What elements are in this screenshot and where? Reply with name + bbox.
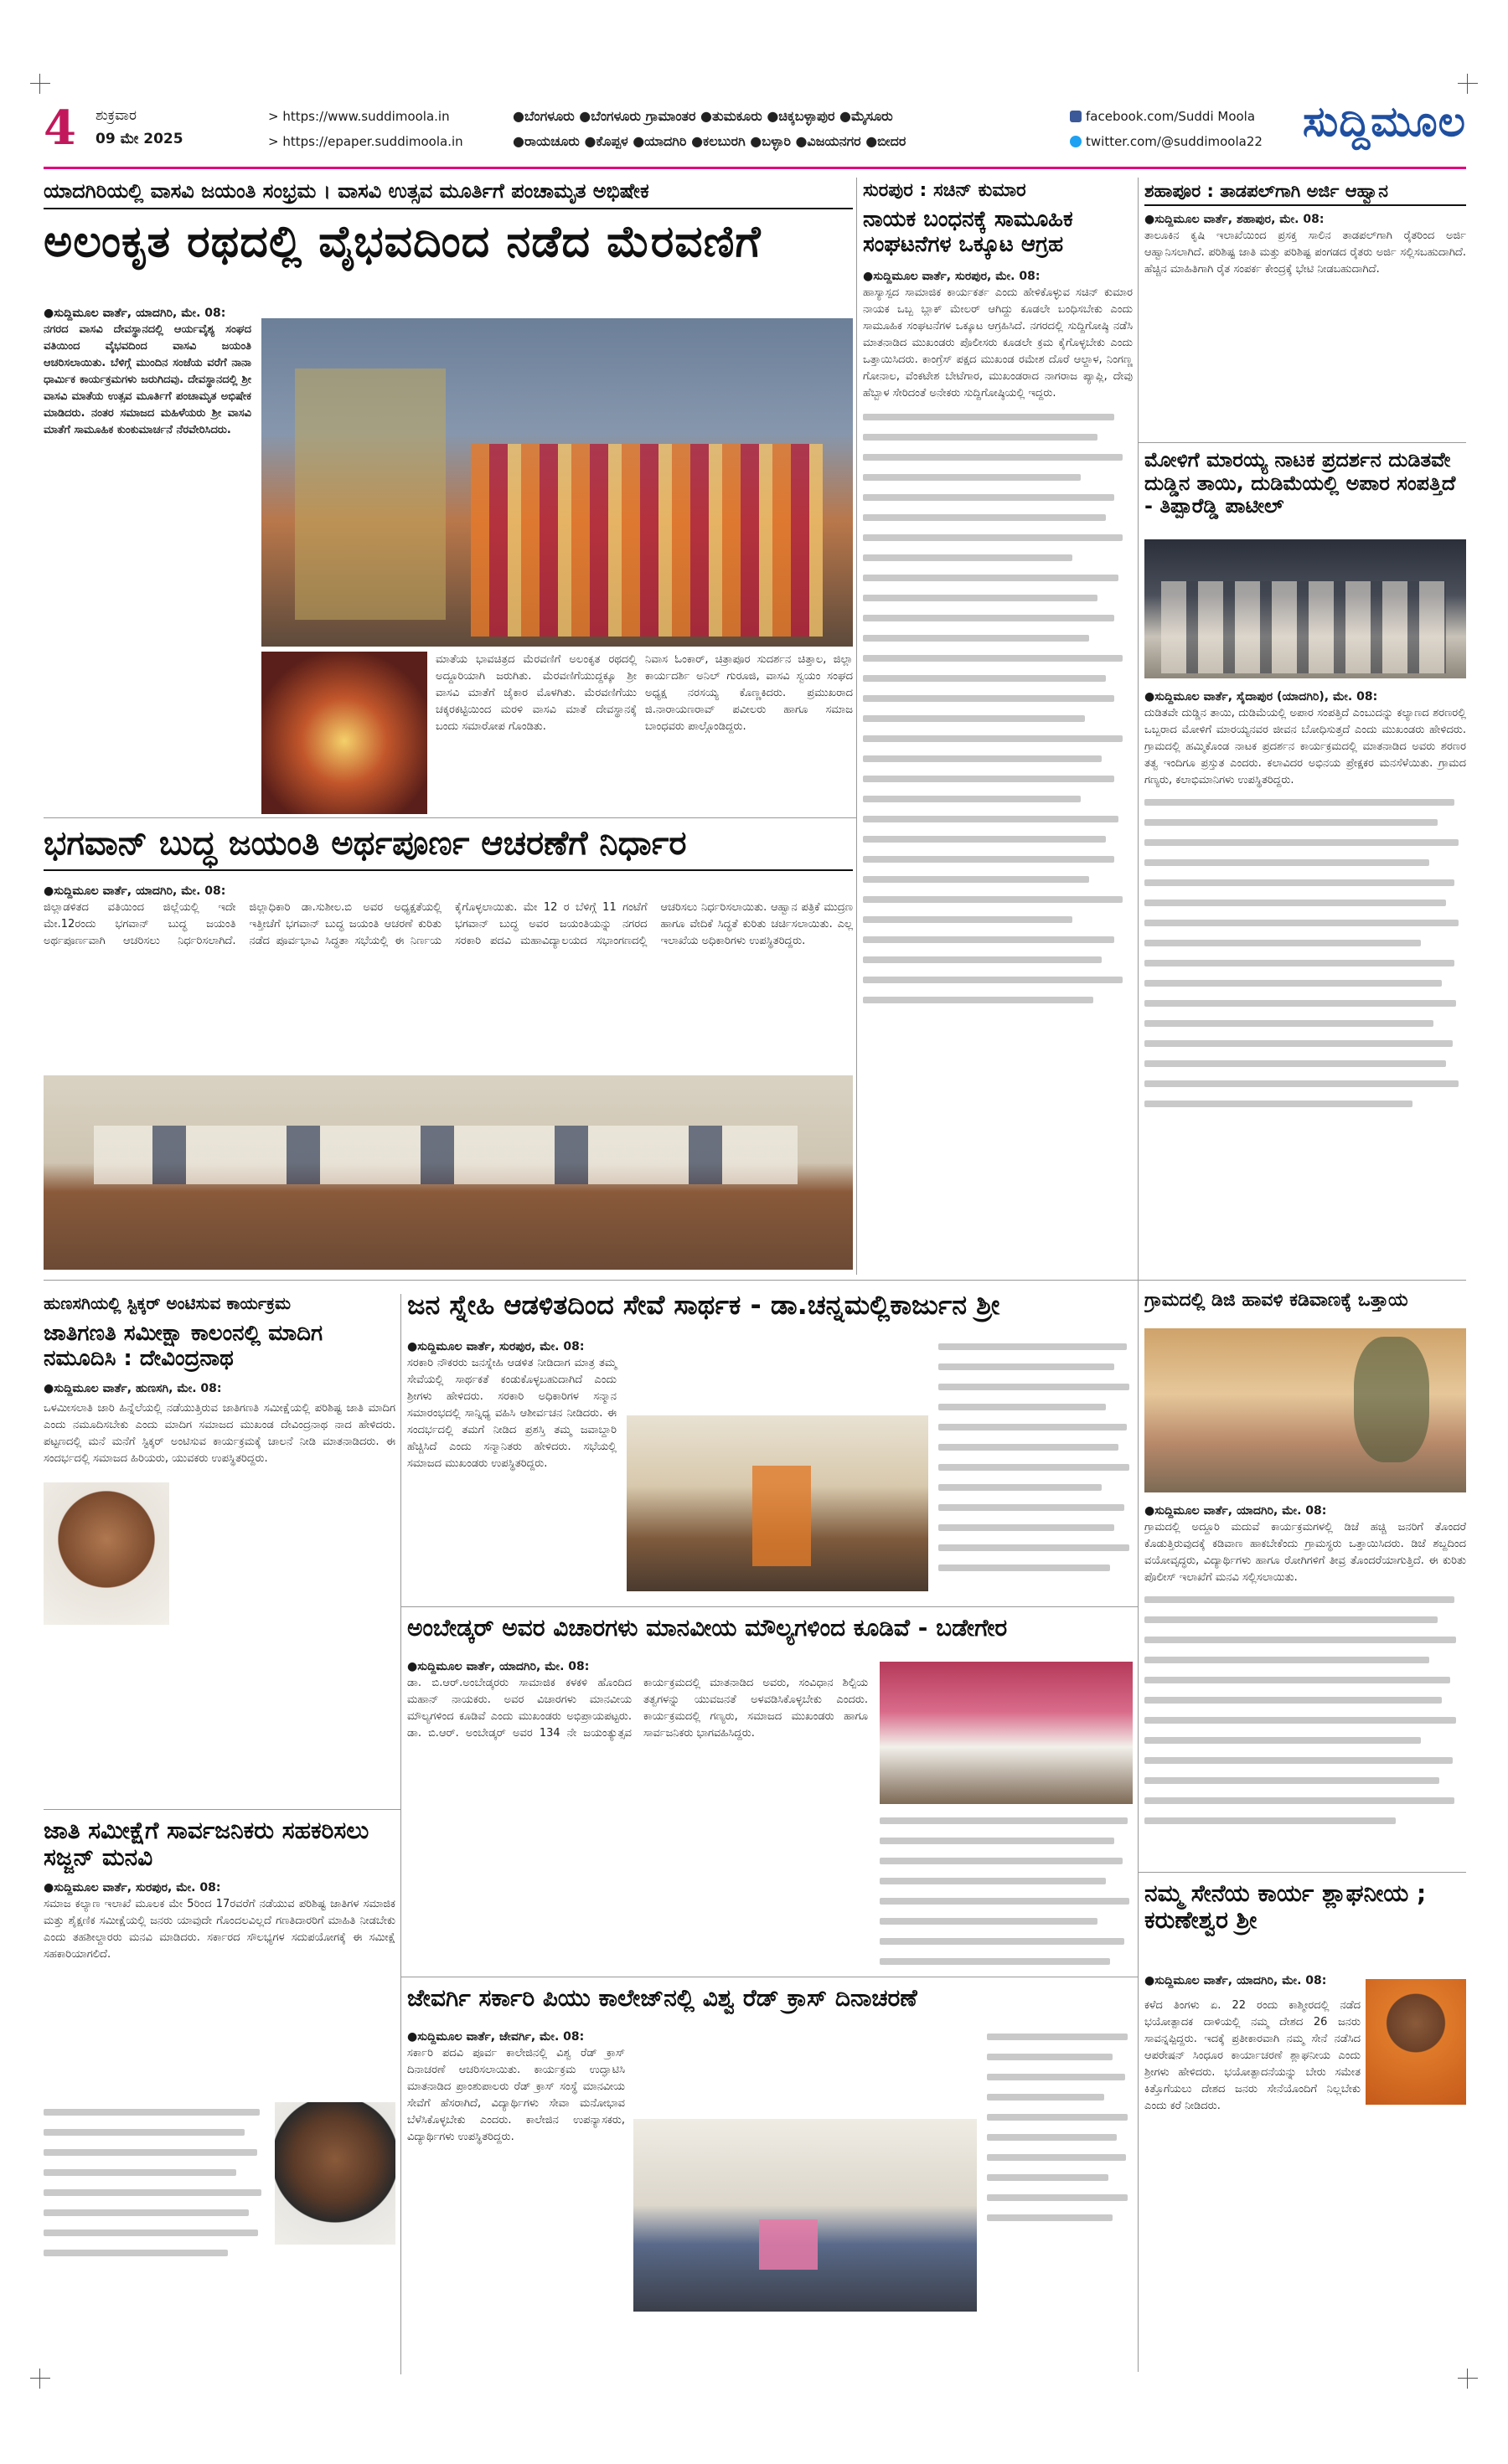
ambedkar-byline: ●ಸುದ್ದಿಮೂಲ ವಾರ್ತೆ, ಯಾದಗಿರಿ, ಮೇ. 08: (407, 1660, 590, 1673)
day-label: ಶುಕ್ರವಾರ (96, 107, 137, 124)
dj-byline: ●ಸುದ್ದಿಮೂಲ ವಾರ್ತೆ, ಯಾದಗಿರಿ, ಮೇ. 08: (1144, 1504, 1327, 1518)
date-label: 09 ಮೇ 2025 (96, 131, 183, 147)
army-body: ಕಳೆದ ತಿಂಗಳು ಏ. 22 ರಂದು ಕಾಶ್ಮೀರದಲ್ಲಿ ನಡೆದ ಭಯೋತ್ಪಾದಕ ದಾಳಿಯಲ್ಲಿ ನಮ್ಮ ದೇಶದ 26 ಜನರು ಸಾವನ್ನಪ್ಪಿದ್ದರು. ಇದಕ್ಕೆ ಪ್ರತೀಕಾರವಾಗಿ ನಮ್ಮ ಸೇನೆ ನಡೆಸಿದ ಆಪರೇಷನ್ ಸಿಂಧೂರ ಕಾರ್ಯಾಚರಣೆ ಶ್ಲಾಘನೀಯ ಎಂದು ಶ್ರೀಗಳು ಹೇಳಿದರು. ಭಯೋತ್ಪಾದನೆಯನ್ನು ಬೇರು ಸಮೇತ ಕಿತ್ತೊಗೆಯಲು ದೇಶದ ಜನರು ಸೇನೆಯೊಂದಿಗೆ ನಿಲ್ಲಬೇಕು ಎಂದು ಕರೆ ನೀಡಿದರು. (1144, 1999, 1361, 2112)
social-links (1070, 104, 1263, 154)
dj-menace-article (1144, 1290, 1466, 1868)
swamiji-portrait (1366, 1979, 1466, 2105)
buddha-headline: ಭಗವಾನ್ ಬುದ್ಧ ಜಯಂತಿ ಅರ್ಥಪೂರ್ಣ ಆಚರಣೆಗೆ ನಿರ್ಧಾರ (44, 824, 853, 871)
jana-snehi-article (407, 1290, 1133, 1601)
red-cross-body: ಸರ್ಕಾರಿ ಪದವಿ ಪೂರ್ವ ಕಾಲೇಜಿನಲ್ಲಿ ವಿಶ್ವ ರೆಡ್ ಕ್ರಾಸ್ ದಿನಾಚರಣೆ ಆಚರಿಸಲಾಯಿತು. ಕಾರ್ಯಕ್ರಮ ಉದ್ಘಾಟಿಸಿ ಮಾತನಾಡಿದ ಪ್ರಾಂಶುಪಾಲರು ರೆಡ್ ಕ್ರಾಸ್ ಸಂಸ್ಥೆ ಮಾನವೀಯ ಸೇವೆಗೆ ಹೆಸರಾಗಿದೆ, ವಿದ್ಯಾರ್ಥಿಗಳು ಸೇವಾ ಮನೋಭಾವ ಬೆಳೆಸಿಕೊಳ್ಳಬೇಕು ಎಂದರು. ಕಾಲೇಜಿನ ಉಪನ್ಯಾಸಕರು, ವಿದ್ಯಾರ್ಥಿಗಳು ಉಪಸ್ಥಿತರಿದ್ದರು. (407, 2047, 625, 2143)
column-rule (1138, 178, 1139, 2372)
masthead (44, 99, 1466, 169)
section-rule (44, 817, 856, 818)
caste-kicker: ಹುಣಸಗಿಯಲ್ಲಿ ಸ್ಟಿಕ್ಕರ್ ಅಂಟಿಸುವ ಕಾರ್ಯಕ್ರಮ (44, 1293, 292, 1313)
newspaper-logo: ಸುದ್ದಿಮೂಲ (1302, 97, 1466, 146)
section-rule (400, 1606, 1138, 1607)
army-praise-article (1144, 1880, 1466, 2372)
red-cross-photo (633, 2119, 977, 2312)
jana-snehi-headline: ಜನ ಸ್ನೇಹಿ ಆಡಳಿತದಿಂದ ಸೇವೆ ಸಾರ್ಥಕ - ಡಾ.ಚನ್ನಮಲ್ಲಿಕಾರ್ಜುನ ಶ್ರೀ (407, 1290, 1000, 1321)
lead-headline: ಅಲಂಕೃತ ರಥದಲ್ಲಿ ವೈಭವದಿಂದ ನಡೆದ ಮೆರವಣಿಗೆ (44, 217, 762, 267)
jana-snehi-col-3 (938, 1338, 1133, 1580)
army-headline: ನಮ್ಮ ಸೇನೆಯ ಕಾರ್ಯ ಶ್ಲಾಘನೀಯ ; ಕರುಣೇಶ್ವರ ಶ್ರೀ (1144, 1880, 1427, 1935)
drama-byline: ●ಸುದ್ದಿಮೂಲ ವಾರ್ತೆ, ಸೈದಾಪುರ (ಯಾದಗಿರಿ), ಮೇ. 08: (1144, 690, 1378, 704)
sajjan-portrait (275, 2102, 395, 2245)
twitter-row[interactable] (1070, 129, 1263, 154)
drama-article (1144, 449, 1466, 1275)
twitter-icon (1070, 136, 1082, 147)
dj-headline: ಗ್ರಾಮದಲ್ಲಿ ಡಿಜಿ ಹಾವಳಿ ಕಡಿವಾಣಕ್ಕೆ ಒತ್ತಾಯ (1144, 1290, 1408, 1311)
facebook-link[interactable]: facebook.com/Suddi Moola (1086, 109, 1256, 124)
section-rule (44, 1280, 1138, 1281)
crop-mark-top-left (30, 74, 50, 94)
drama-continued-text (1144, 794, 1466, 1116)
lead-article (44, 178, 853, 814)
column-rule (400, 1294, 401, 2374)
jana-snehi-body: ಸರಕಾರಿ ನೌಕರರು ಜನಸ್ನೇಹಿ ಆಡಳಿತ ನೀಡಿದಾಗ ಮಾತ್ರ ತಮ್ಮ ಸೇವೆಯಲ್ಲಿ ಸಾರ್ಥಕತೆ ಕಂಡುಕೊಳ್ಳಬಹುದಾಗಿದೆ ಎಂದು ಶ್ರೀಗಳು ಹೇಳಿದರು. ಸರಕಾರಿ ಅಧಿಕಾರಿಗಳ ಸನ್ಮಾನ ಸಮಾರಂಭದಲ್ಲಿ ಸಾನ್ನಿಧ್ಯ ವಹಿಸಿ ಆಶೀರ್ವಚನ ನೀಡಿದರು. ಈ ಸಂದರ್ಭದಲ್ಲಿ ತಮಗೆ ನೀಡಿದ ಪ್ರಶಸ್ತಿ ತಮ್ಮ ಜವಾಬ್ದಾರಿ ಹೆಚ್ಚಿಸಿದೆ ಎಂದು ಸನ್ಮಾನಿತರು ಹೇಳಿದರು. ಸಭೆಯಲ್ಲಿ ಸಮಾಜದ ಮುಖಂಡರು ಉಪಸ್ಥಿತರಿದ್ದರು. (407, 1357, 617, 1470)
lead-body-3: ನಿವಾಸ ಓಂಕಾರ್, ಚಿತ್ರಾಪೂರ ಸುದರ್ಶನ ಚಿತ್ತಾಲ, ಜಿಲ್ಲಾ ಕಾರ್ಯದರ್ಶಿ ಅನಿಲ್ ಗುರೂಜಿ, ವಾಸವಿ ಸ್ವಯಂ ಸಂಘದ ಅಧ್ಯಕ್ಷ ನರಸಯ್ಯ ಕೊಣ್ಣಕಿದರು. ಪ್ರಮುಖರಾದ ಜಿ.ನಾರಾಯಣರಾವ್ ಪವೀಲರು ಹಾಗೂ ಸಮಾಜ ಬಾಂಧವರು ಪಾಲ್ಗೊಂಡಿದ್ದರು. (645, 653, 853, 733)
drama-text (1144, 688, 1466, 1116)
ambedkar-headline: ಅಂಬೇಡ್ಕರ್ ಅವರ ವಿಚಾರಗಳು ಮಾನವೀಯ ಮೌಲ್ಯಗಳಿಂದ ಕೂಡಿವೆ - ಬಡೇಗೇರ (407, 1615, 1008, 1642)
red-cross-col-3 (987, 2028, 1133, 2229)
jana-snehi-byline: ●ಸುದ್ದಿಮೂಲ ವಾರ್ತೆ, ಸುರಪುರ, ಮೇ. 08: (407, 1340, 585, 1353)
twitter-link[interactable]: twitter.com/@suddimoola22 (1086, 134, 1263, 149)
surapura-continued-text (863, 409, 1133, 1012)
page-number: 4 (44, 101, 76, 156)
red-cross-byline: ●ಸುದ್ದಿಮೂಲ ವಾರ್ತೆ, ಜೇವರ್ಗಿ, ಮೇ. 08: (407, 2030, 585, 2044)
ambedkar-col-3 (880, 1812, 1133, 1973)
lead-col-3 (436, 652, 637, 735)
facebook-icon (1070, 111, 1082, 122)
jana-snehi-text (407, 1338, 617, 1472)
red-cross-article (407, 1985, 1133, 2372)
buddha-body: ಜಿಲ್ಲಾಡಳಿತದ ವತಿಯಿಂದ ಜಿಲ್ಲೆಯಲ್ಲಿ ಇದೇ ಮೇ.12ರಂದು ಭಗವಾನ್ ಬುದ್ಧ ಜಯಂತಿ ಅರ್ಥಪೂರ್ಣವಾಗಿ ಆಚರಿಸಲು ನಿರ್ಧರಿಸಲಾಗಿದೆ. ಜಿಲ್ಲಾಧಿಕಾರಿ ಡಾ.ಸುಶೀಲ.ಬಿ ಅವರ ಅಧ್ಯಕ್ಷತೆಯಲ್ಲಿ ಇತ್ತೀಚೆಗೆ ಭಗವಾನ್ ಬುದ್ಧ ಜಯಂತಿ ಆಚರಣೆ ಕುರಿತು ನಡೆದ ಪೂರ್ವಭಾವಿ ಸಿದ್ಧತಾ ಸಭೆಯಲ್ಲಿ ಈ ನಿರ್ಣಯ ಕೈಗೊಳ್ಳಲಾಯಿತು. ಮೇ 12 ರ ಬೆಳಿಗ್ಗೆ 11 ಗಂಟೆಗೆ ಭಗವಾನ್ ಬುದ್ಧ ಅವರ ಜಯಂತಿಯನ್ನು ನಗರದ ಸರಕಾರಿ ಪದವಿ ಮಹಾವಿದ್ಯಾಲಯದ ಸಭಾಂಗಣದಲ್ಲಿ ಆಚರಿಸಲು ನಿರ್ಧರಿಸಲಾಯಿತು. ಆಹ್ವಾನ ಪತ್ರಿಕೆ ಮುದ್ರಣ ಹಾಗೂ ವೇದಿಕೆ ಸಿದ್ಧತೆ ಕುರಿತು ಚರ್ಚಿಸಲಾಯಿತು. ಎಲ್ಲ ಇಲಾಖೆಯ ಅಧಿಕಾರಿಗಳು ಉಪಸ್ಥಿತರಿದ್ದರು. (44, 901, 853, 947)
lead-col-4 (645, 652, 853, 735)
sajjan-headline: ಜಾತಿ ಸಮೀಕ್ಷೆಗೆ ಸಾರ್ವಜನಿಕರು ಸಹಕರಿಸಲು ಸಜ್ಜನ್ ಮನವಿ (44, 1817, 369, 1872)
date-block (96, 104, 183, 151)
sajjan-article (44, 1817, 395, 2372)
shahapur-body: ತಾಲೂಕಿನ ಕೃಷಿ ಇಲಾಖೆಯಿಂದ ಪ್ರಸಕ್ತ ಸಾಲಿನ ತಾಡಪಲ್‌ಗಾಗಿ ರೈತರಿಂದ ಅರ್ಜಿ ಆಹ್ವಾನಿಸಲಾಗಿದೆ. ಪರಿಶಿಷ್ಟ ಜಾತಿ ಮತ್ತು ಪರಿಶಿಷ್ಟ ಪಂಗಡದ ರೈತರು ಅರ್ಜಿ ಸಲ್ಲಿಸಬಹುದಾಗಿದೆ. ಹೆಚ್ಚಿನ ಮಾಹಿತಿಗಾಗಿ ರೈತ ಸಂಪರ್ಕ ಕೇಂದ್ರಕ್ಕೆ ಭೇಟಿ ನೀಡಬಹುದಾಗಿದೆ. (1144, 229, 1466, 276)
website-links (268, 104, 463, 154)
section-rule (44, 1809, 400, 1810)
epaper-link[interactable]: > https://epaper.suddimoola.in (268, 134, 463, 149)
crop-mark-top-right (1458, 74, 1478, 94)
felicitation-photo (627, 1415, 928, 1591)
surapura-article (863, 178, 1133, 1275)
ambedkar-article (407, 1615, 1133, 1973)
caste-body: ಒಳಮೀಸಲಾತಿ ಜಾರಿ ಹಿನ್ನೆಲೆಯಲ್ಲಿ ನಡೆಯುತ್ತಿರುವ ಜಾತಿಗಣತಿ ಸಮೀಕ್ಷೆಯಲ್ಲಿ ಪರಿಶಿಷ್ಟ ಜಾತಿ ಮಾದಿಗ ಎಂದು ನಮೂದಿಸಬೇಕು ಎಂದು ಮಾದಿಗ ಸಮಾಜದ ಮುಖಂಡ ದೇವಿಂದ್ರನಾಥ ನಾದ ಹೇಳಿದರು. ಪಟ್ಟಣದಲ್ಲಿ ಮನೆ ಮನೆಗೆ ಸ್ಟಿಕ್ಕರ್ ಅಂಟಿಸುವ ಕಾರ್ಯಕ್ರಮಕ್ಕೆ ಚಾಲನೆ ನೀಡಿ ಮಾತನಾಡಿದರು. ಈ ಸಂದರ್ಭದಲ್ಲಿ ಸಮಾಜದ ಹಿರಿಯರು, ಯುವಕರು ಉಪಸ್ಥಿತರಿದ್ದರು. (44, 1401, 395, 1465)
deity-photo (261, 652, 427, 814)
dj-body: ಗ್ರಾಮದಲ್ಲಿ ಅದ್ದೂರಿ ಮದುವೆ ಕಾರ್ಯಕ್ರಮಗಳಲ್ಲಿ ಡಿಜೆ ಹಚ್ಚಿ ಜನರಿಗೆ ತೊಂದರೆ ಕೊಡುತ್ತಿರುವುದಕ್ಕೆ ಕಡಿವಾಣ ಹಾಕಬೇಕೆಂದು ಗ್ರಾಮಸ್ಥರು ಒತ್ತಾಯಿಸಿದರು. ಡಿಜೆ ಶಬ್ದದಿಂದ ವಯೋವೃದ್ಧರು, ವಿದ್ಯಾರ್ಥಿಗಳು ಹಾಗೂ ರೋಗಿಗಳಿಗೆ ತೀವ್ರ ತೊಂದರೆಯಾಗುತ್ತಿದೆ. ಈ ಕುರಿತು ಪೊಲೀಸ್ ಇಲಾಖೆಗೆ ಮನವಿ ಸಲ್ಲಿಸಲಾಯಿತು. (1144, 1521, 1466, 1584)
website-link[interactable]: > https://www.suddimoola.in (268, 109, 450, 124)
ambedkar-text (407, 1658, 868, 1742)
ambedkar-body: ಡಾ. ಬಿ.ಆರ್.ಅಂಬೇಡ್ಕರರು ಸಾಮಾಜಿಕ ಕಳಕಳಿ ಹೊಂದಿದ ಮಹಾನ್ ನಾಯಕರು. ಅವರ ವಿಚಾರಗಳು ಮಾನವೀಯ ಮೌಲ್ಯಗಳಿಂದ ಕೂಡಿವೆ ಎಂದು ಮುಖಂಡರು ಅಭಿಪ್ರಾಯಪಟ್ಟರು. ಡಾ. ಬಿ.ಆರ್. ಅಂಬೇಡ್ಕರ್ ಅವರ 134 ನೇ ಜಯಂತ್ಯುತ್ಸವ ಕಾರ್ಯಕ್ರಮದಲ್ಲಿ ಮಾತನಾಡಿದ ಅವರು, ಸಂವಿಧಾನ ಶಿಲ್ಪಿಯ ತತ್ವಗಳನ್ನು ಯುವಜನತೆ ಅಳವಡಿಸಿಕೊಳ್ಳಬೇಕು ಎಂದರು. ಕಾರ್ಯಕ್ರಮದಲ್ಲಿ ಗಣ್ಯರು, ಸಮಾಜದ ಮುಖಂಡರು ಹಾಗೂ ಸಾರ್ವಜನಿಕರು ಭಾಗವಹಿಸಿದ್ದರು. (407, 1677, 868, 1740)
surapura-headline: ನಾಯಕ ಬಂಧನಕ್ಕೆ ಸಾಮೂಹಿಕ ಸಂಘಟನೆಗಳ ಒಕ್ಕೂಟ ಆಗ್ರಹ (863, 207, 1073, 257)
red-cross-text (407, 2028, 625, 2146)
drama-headline: ಮೋಳಿಗೆ ಮಾರಯ್ಯ ನಾಟಕ ಪ್ರದರ್ಶನ ದುಡಿತವೇ ದುಡ್ಡಿನ ತಾಯಿ, ದುಡಿಮೆಯಲ್ಲಿ ಅಪಾರ ಸಂಪತ್ತಿದೆ - ತಿಪ್ಪಾರೆಡ್ಡಿ ಪಾಟೀಲ್ (1144, 449, 1456, 518)
edition-cities (513, 104, 906, 154)
surapura-body: ಹಾಸ್ಯಾಸ್ಪದ ಸಾಮಾಜಿಕ ಕಾರ್ಯಕರ್ತ ಎಂದು ಹೇಳಿಕೊಳ್ಳುವ ಸಚಿನ್ ಕುಮಾರ ನಾಯಕ ಒಬ್ಬ ಬ್ಲಾಕ್ ಮೇಲರ್ ಆಗಿದ್ದು ಕೂಡಲೇ ಬಂಧಿಸಬೇಕು ಎಂದು ಸಾಮೂಹಿಕ ಸಂಘಟನೆಗಳ ಒಕ್ಕೂಟ ಆಗ್ರಹಿಸಿದೆ. ನಗರದಲ್ಲಿ ಸುದ್ದಿಗೋಷ್ಠಿ ನಡೆಸಿ ಮಾತನಾಡಿದ ಮುಖಂಡರು ಪೊಲೀಸರು ಕೂಡಲೇ ಕ್ರಮ ಕೈಗೊಳ್ಳಬೇಕು ಎಂದು ಒತ್ತಾಯಿಸಿದರು. ಕಾಂಗ್ರೆಸ್ ಪಕ್ಷದ ಮುಖಂಡ ರಮೇಶ ದೊರೆ ಆಲ್ದಾಳ, ನಿಂಗಣ್ಣ ಗೋನಾಲ, ವೆಂಕಟೇಶ ಬೇಟೆಗಾರ, ಮುಖಂಡರಾದ ನಾಗರಾಜ ಪ್ಯಾಪ್ಲಿ, ದೇವು ಹೆಬ್ಬಾಳ ಸೇರಿದಂತೆ ಅನೇಕರು ಸುದ್ದಿಗೋಷ್ಠಿಯಲ್ಲಿ ಇದ್ದರು. (863, 286, 1133, 399)
ambedkar-event-photo (880, 1662, 1133, 1804)
buddha-text (44, 883, 853, 1075)
facebook-row[interactable] (1070, 104, 1263, 129)
section-rule (1138, 1872, 1466, 1873)
lead-byline: ●ಸುದ್ದಿಮೂಲ ವಾರ್ತೆ, ಯಾದಗಿರಿ, ಮೇ. 08: (44, 307, 226, 320)
shahapur-article (1144, 178, 1466, 437)
caste-byline: ●ಸುದ್ದಿಮೂಲ ವಾರ್ತೆ, ಹುಣಸಗಿ, ಮೇ. 08: (44, 1381, 222, 1395)
shahapur-kicker: ಶಹಾಪೂರ : ತಾಡಪಲ್‌ಗಾಗಿ ಅರ್ಜಿ ಆಹ್ವಾನ (1144, 178, 1466, 206)
caste-headline: ಜಾತಿಗಣತಿ ಸಮೀಕ್ಷಾ ಕಾಲಂನಲ್ಲಿ ಮಾದಿಗ ನಮೂದಿಸಿ : ದೇವಿಂದ್ರನಾಥ (44, 1321, 323, 1371)
buddha-meeting-photo (44, 1075, 853, 1270)
dj-text (1144, 1503, 1466, 1833)
villagers-photo (1144, 1328, 1466, 1492)
cities-line-1: ●ಬೆಂಗಳೂರು ●ಬೆಂಗಳೂರು ಗ್ರಾಮಾಂತರ ●ತುಮಕೂರು ●ಚಿಕ್ಕಬಳ್ಳಾಪುರ ●ಮೈಸೂರು (513, 108, 893, 124)
column-rule (856, 178, 857, 1275)
red-cross-headline: ಜೇವರ್ಗಿ ಸರ್ಕಾರಿ ಪಿಯು ಕಾಲೇಜ್‌ನಲ್ಲಿ ವಿಶ್ವ ರೆಡ್ ಕ್ರಾಸ್ ದಿನಾಚರಣೆ (407, 1985, 917, 2012)
procession-photo (261, 318, 853, 647)
buddha-article (44, 824, 853, 1276)
dj-continued-text (1144, 1591, 1466, 1833)
sajjan-byline: ●ಸುದ್ದಿಮೂಲ ವಾರ್ತೆ, ಸುರಪುರ, ಮೇ. 08: (44, 1881, 221, 1895)
drama-photo (1144, 539, 1466, 678)
lead-kicker: ಯಾದಗಿರಿಯಲ್ಲಿ ವಾಸವಿ ಜಯಂತಿ ಸಂಭ್ರಮ । ವಾಸವಿ ಉತ್ಸವ ಮೂರ್ತಿಗೆ ಪಂಚಾಮೃತ ಅಭಿಷೇಕ (44, 178, 853, 209)
devindranath-portrait (44, 1482, 169, 1625)
lead-body: ನಗರದ ವಾಸವಿ ದೇವಸ್ಥಾನದಲ್ಲಿ ಆರ್ಯವೈಶ್ಯ ಸಂಘದ ವತಿಯಿಂದ ವೈಭವದಿಂದ ವಾಸವಿ ಜಯಂತಿ ಆಚರಿಸಲಾಯಿತು. ಬೆಳಿಗ್ಗೆ ಮುಂದಿನ ಸಂಜೆಯ ವರೆಗೆ ನಾನಾ ಧಾರ್ಮಿಕ ಕಾರ್ಯಕ್ರಮಗಳು ಜರುಗಿದವು. ದೇವಸ್ಥಾನದಲ್ಲಿ ಶ್ರೀ ವಾಸವಿ ಮಾತೆಯ ಉತ್ಸವ ಮೂರ್ತಿಗೆ ಪಂಚಾಮೃತ ಅಭಿಷೇಕ ಮಾಡಿದರು. ನಂತರ ಸಮಾಜದ ಮಹಿಳೆಯರು ಶ್ರೀ ವಾಸವಿ ಮಾತೆಗೆ ಸಾಮೂಹಿಕ ಕುಂಕುಮಾರ್ಚನೆ ನೆರವೇರಿಸಿದರು. (44, 323, 251, 436)
army-byline: ●ಸುದ್ದಿಮೂಲ ವಾರ್ತೆ, ಯಾದಗಿರಿ, ಮೇ. 08: (1144, 1974, 1327, 1987)
lead-col-1 (44, 305, 251, 439)
section-rule (1138, 1280, 1466, 1281)
sajjan-continued-text (44, 2104, 265, 2265)
cities-line-2: ●ರಾಯಚೂರು ●ಕೊಪ್ಪಳ ●ಯಾದಗಿರಿ ●ಕಲಬುರಗಿ ●ಬಳ್ಳಾರಿ ●ವಿಜಯನಗರ ●ಬೀದರ (513, 133, 906, 149)
shahapur-byline: ●ಸುದ್ದಿಮೂಲ ವಾರ್ತೆ, ಶಹಾಪುರ, ಮೇ. 08: (1144, 213, 1325, 226)
section-rule (1138, 442, 1466, 443)
surapura-kicker: ಸುರಪುರ : ಸಚಿನ್ ಕುಮಾರ (863, 180, 1026, 201)
lead-body-2: ಮಾತೆಯ ಭಾವಚಿತ್ರದ ಮೆರವಣಿಗೆ ಅಲಂಕೃತ ರಥದಲ್ಲಿ ಅದ್ದೂರಿಯಾಗಿ ಜರುಗಿತು. ಮೆರವಣಿಗೆಯುದ್ದಕ್ಕೂ ಶ್ರೀ ವಾಸವಿ ಮಾತೆಗೆ ಜೈಕಾರ ಮೊಳಗಿತು. ಮೆರವಣಿಗೆಯು ಚಕ್ಕರಕಟ್ಟಿಯಿಂದ ಮರಳಿ ವಾಸವಿ ಮಾತೆ ದೇವಸ್ಥಾನಕ್ಕೆ ಬಂದು ಸಮಾರೋಪ ಗೊಂಡಿತು. (436, 653, 637, 733)
surapura-byline: ●ಸುದ್ದಿಮೂಲ ವಾರ್ತೆ, ಸುರಪುರ, ಮೇ. 08: (863, 269, 1041, 283)
caste-survey-article (44, 1290, 395, 1805)
buddha-byline: ●ಸುದ್ದಿಮೂಲ ವಾರ್ತೆ, ಯಾದಗಿರಿ, ಮೇ. 08: (44, 884, 226, 898)
army-text (1144, 1972, 1361, 1989)
sajjan-body: ಸಮಾಜ ಕಲ್ಯಾಣ ಇಲಾಖೆ ಮೂಲಕ ಮೇ 5ರಿಂದ 17ರವರೆಗೆ ನಡೆಯುವ ಪರಿಶಿಷ್ಟ ಜಾತಿಗಳ ಸಮಾಜಿಕ ಮತ್ತು ಶೈಕ್ಷಣಿಕ ಸಮೀಕ್ಷೆಯಲ್ಲಿ ಜನರು ಯಾವುದೇ ಗೊಂದಲವಿಲ್ಲದೆ ಗಣತಿದಾರರಿಗೆ ಮಾಹಿತಿ ನೀಡಬೇಕು ಎಂದು ತಹಶೀಲ್ದಾರರು ಮನವಿ ಮಾಡಿದರು. ಸರ್ಕಾರದ ಸೌಲಭ್ಯಗಳ ಸದುಪಯೋಗಕ್ಕೆ ಈ ಸಮೀಕ್ಷೆ ಸಹಕಾರಿಯಾಗಲಿದೆ. (44, 1898, 395, 1961)
drama-body: ದುಡಿತವೇ ದುಡ್ಡಿನ ತಾಯಿ, ದುಡಿಮೆಯಲ್ಲಿ ಅಪಾರ ಸಂಪತ್ತಿದೆ ಎಂಬುದನ್ನು ಕಲ್ಯಾಣದ ಶರಣರಲ್ಲಿ ಒಬ್ಬರಾದ ಮೋಳಿಗೆ ಮಾರಯ್ಯನವರ ಜೀವನ ಬೋಧಿಸುತ್ತದೆ ಎಂದು ಮುಖಂಡರು ಹೇಳಿದರು. ಗ್ರಾಮದಲ್ಲಿ ಹಮ್ಮಿಕೊಂಡ ನಾಟಕ ಪ್ರದರ್ಶನ ಕಾರ್ಯಕ್ರಮದಲ್ಲಿ ಮಾತನಾಡಿದ ಅವರು ಶರಣರ ತತ್ವ ಇಂದಿಗೂ ಪ್ರಸ್ತುತ ಎಂದರು. ಕಲಾವಿದರ ಅಭಿನಯ ಪ್ರೇಕ್ಷಕರ ಮನಸೆಳೆಯಿತು. ಗ್ರಾಮದ ಗಣ್ಯರು, ಕಲಾಭಿಮಾನಿಗಳು ಉಪಸ್ಥಿತರಿದ್ದರು. (1144, 707, 1466, 786)
